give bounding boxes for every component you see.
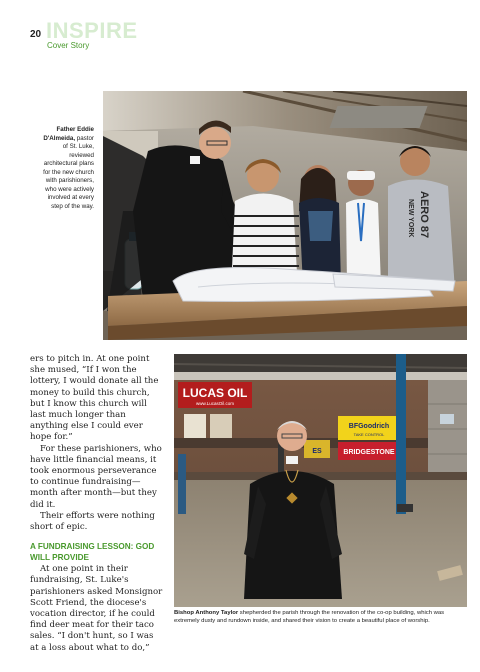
section-subtitle: Cover Story — [47, 41, 90, 50]
bottom-photo-caption — [174, 609, 467, 625]
article-subhead: A FUNDRAISING LESSON: GOD WILL PROVIDE — [30, 542, 155, 562]
sign-partial: ES — [312, 448, 322, 455]
caption-name: Bishop Anthony Taylor — [174, 610, 239, 616]
caption-text: pastor of St. Luke, reviewed architectural plans for the new church with parishioners, who were actively involved at every step of the way. — [43, 134, 94, 210]
caption-text: shepherded the parish through the renovation of the co-op building, which was extremely dusty and rundown inside, and shared their vision to create a beautiful place of worship. — [174, 610, 445, 624]
page-number: 20 — [30, 29, 42, 40]
article-paragraph-4: At one point in their fundraising, St. Luke's parishioners asked Monsignor Scott Friend, the diocese's vocation director, if he could find deer meat for their taco sales. “I don't hunt, so I was at a loss about what to do,” — [30, 564, 163, 653]
caption-name: Father Eddie D'Almeida, — [43, 126, 94, 142]
article-body — [30, 354, 164, 654]
sign-bfgoodrich-tagline: TAKE CONTROL — [353, 432, 385, 437]
bottom-photo-illustration — [174, 354, 467, 607]
sign-bridgestone: BRIDGESTONE — [343, 449, 395, 456]
article-paragraph-3: Their efforts were nothing short of epic. — [30, 510, 155, 533]
top-photo-illustration — [103, 91, 467, 340]
article-paragraph-1: ers to pitch in. At one point she mused, “If I won the lottery, I would donate all the money to build this church, but I know this church will last much longer than anything else I could ever hope for.” — [30, 354, 159, 443]
top-photo — [103, 91, 467, 340]
bottom-photo — [174, 354, 467, 607]
shirt-text-aero: AERO 87 — [418, 191, 430, 239]
top-photo-caption — [38, 126, 94, 211]
sign-lucas-url: www.LucasOil.com — [195, 401, 235, 406]
section-title: INSPIRE — [46, 18, 138, 43]
article-paragraph-2: For these parishioners, who have little financial means, it took enormous perseverance to continue fundraising—month after month—but they did it. — [30, 443, 162, 510]
shirt-text-newyork: NEW YORK — [407, 199, 414, 238]
sign-bfgoodrich: BFGoodrich — [348, 423, 390, 430]
sign-lucas-oil: LUCAS OIL — [182, 386, 248, 400]
